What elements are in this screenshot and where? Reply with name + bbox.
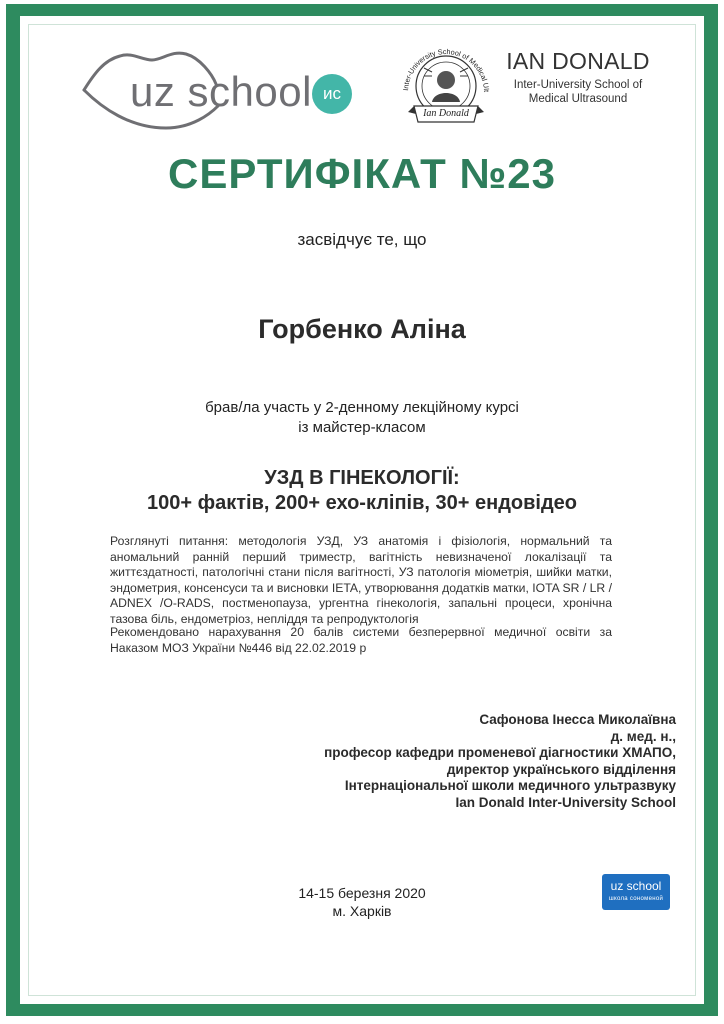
uz-school-logo-badge: ис [312,74,352,114]
seal-banner-text: Ian Donald [423,108,469,119]
signatory-position-2: директор українського відділення [446,761,676,777]
recipient-name: Горбенко Аліна [258,314,466,344]
seal-ring-text: Inter-University School of Medical Ult [401,46,492,93]
uz-school-logo [80,44,352,132]
signatory-block [240,712,676,811]
ian-donald-subtitle-line1: Inter-University School of [513,79,643,91]
signatory-position-4: Ian Donald Inter-University School [455,794,676,810]
uz-school-stamp-badge [602,874,670,910]
event-date: 14-15 березня 2020 [298,885,426,901]
participation-line2: із майстер-класом [298,419,426,436]
ian-donald-seal [394,40,498,130]
uz-school-stamp-subtext: школа сономеной [608,896,664,902]
ian-donald-subtitle [500,78,656,106]
signatory-position-3: Інтернаціональної школи медичного ультразвуку [344,778,676,793]
participation-line1: брав/ла участь у 2-денному лекційному курсі [205,399,519,416]
signatory-position-1: професор кафедри променевої діагностики ХМАПО, [324,745,676,760]
attests-text: засвідчує те, що [297,230,427,249]
event-place: м. Харків [332,903,392,919]
ian-donald-title: IAN DONALD [506,48,650,74]
signatory-degree: д. мед. н., [610,728,676,744]
uz-school-logo-text: uz school [130,68,312,115]
course-title [0,466,724,516]
uz-school-stamp-text: uz school [610,879,662,893]
credits-paragraph: Рекомендовано нарахування 20 балів системи безперервної медичної освіти за Наказом МОЗ України №446 від 22.02.2019 р [110,625,612,655]
topics-paragraph: Розглянуті питання: методологія УЗД, УЗ анатомія і фізіологія, нормальний та аномальний ранній перший триместр, вагітність невизначеної локалізації та життєздатності, патологічні стани після вагітності, УЗ патологія міометрія, шийки матки, эндометрия, консенсуси та и висновки IETA, утворювання додатків матки, IOTA SR / LR / ADNEX /O-RADS, постменопауза, ургентна гінекологія, запальні процеси, хронічна тазова біль, ендометріоз, непліддя та репродуктологія [110,534,612,626]
ian-donald-subtitle-line2: Medical Ultrasound [528,93,628,105]
course-title-line1: УЗД В ГІНЕКОЛОГІЇ: [264,467,460,489]
participation-text [0,398,724,438]
signatory-name: Сафонова Інесса Миколаївна [479,712,676,727]
course-title-line2: 100+ фактів, 200+ ехо-кліпів, 30+ ендовідео [146,492,577,514]
certificate-title: СЕРТИФІКАТ №23 [168,150,556,197]
